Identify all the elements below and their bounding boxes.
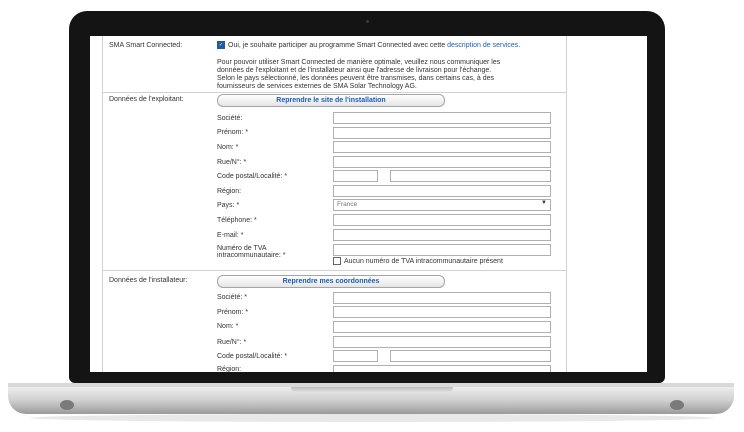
operator-region-label: Région: — [217, 188, 242, 195]
link-suffix: . — [518, 41, 521, 49]
chevron-down-icon: ▼ — [541, 200, 547, 206]
installer-postal-code-input[interactable] — [333, 350, 378, 362]
operator-vat-label-line1: Numéro de TVA — [217, 245, 267, 252]
note-line: Selon le pays sélectionné, les données peuvent être transmises, dans certains cas, à des — [217, 75, 495, 82]
installer-last-name-label: Nom: * — [217, 323, 239, 330]
country-value: France — [337, 201, 358, 208]
operator-vat-label-line2: intracommunautaire: * — [217, 252, 286, 259]
operator-last-name-input[interactable] — [333, 141, 551, 153]
operator-company-label: Société: — [217, 115, 243, 122]
operator-phone-input[interactable] — [333, 214, 551, 226]
installer-street-input[interactable] — [333, 336, 551, 348]
operator-phone-label: Téléphone: * — [217, 217, 257, 224]
no-vat-option — [333, 257, 503, 265]
operator-street-label: Rue/N°: * — [217, 159, 247, 166]
camera-icon — [366, 20, 369, 23]
installer-postal-label: Code postal/Localité: * — [217, 353, 288, 360]
operator-section-label: Données de l'exploitant: — [109, 96, 184, 103]
smart-connected-label: SMA Smart Connected: — [109, 42, 183, 49]
installer-first-name-input[interactable] — [333, 306, 551, 318]
operator-vat-input[interactable] — [333, 244, 551, 256]
operator-city-input[interactable] — [390, 170, 551, 182]
no-vat-checkbox[interactable] — [333, 257, 341, 265]
installer-region-input[interactable] — [333, 365, 551, 372]
no-vat-label: Aucun numéro de TVA intracommunautaire présent — [344, 257, 503, 265]
installer-city-input[interactable] — [390, 350, 551, 362]
note-line: fournisseurs de services externes de SMA Solar Technology AG. — [217, 83, 417, 90]
note-line: données de l'exploitant et de l'installateur ainsi que l'adresse de livraison pour l'échange. — [217, 67, 492, 74]
installer-first-name-label: Prénom: * — [217, 309, 249, 316]
installer-section-label: Données de l'installateur: — [109, 277, 188, 284]
operator-email-label: E-mail: * — [217, 232, 244, 239]
smart-connected-checkbox[interactable]: ✓ — [218, 42, 224, 48]
section-divider — [103, 270, 566, 271]
operator-last-name-label: Nom: * — [217, 144, 239, 151]
operator-postal-label: Code postal/Localité: * — [217, 173, 288, 180]
smart-connected-option — [217, 41, 520, 49]
operator-first-name-input[interactable] — [333, 127, 551, 139]
installer-company-label: Société: * — [217, 294, 247, 301]
laptop-shadow — [30, 414, 714, 422]
use-my-details-button[interactable]: Reprendre mes coordonnées — [217, 275, 445, 288]
operator-first-name-label: Prénom: * — [217, 129, 249, 136]
operator-region-input[interactable] — [333, 185, 551, 197]
smart-connected-text: Oui, je souhaite participer au programme Smart Connected avec cette — [228, 41, 446, 49]
operator-street-input[interactable] — [333, 156, 551, 168]
registration-form — [102, 36, 567, 372]
laptop-foot — [60, 400, 74, 410]
installer-street-label: Rue/N°: * — [217, 339, 247, 346]
operator-company-input[interactable] — [333, 112, 551, 124]
installer-region-label: Région: — [217, 366, 242, 372]
section-divider — [103, 92, 566, 93]
operator-country-select[interactable] — [333, 199, 551, 211]
smart-connected-note — [217, 59, 547, 91]
note-line: Pour pouvoir utiliser Smart Connected de manière optimale, veuillez nous communiquer les — [217, 59, 501, 66]
operator-country-label: Pays: * — [217, 202, 240, 209]
operator-email-input[interactable] — [333, 229, 551, 241]
laptop-foot — [670, 400, 684, 410]
installer-company-input[interactable] — [333, 292, 551, 304]
laptop-screen — [90, 36, 647, 372]
service-description-link[interactable]: description de services — [447, 41, 519, 49]
operator-postal-code-input[interactable] — [333, 170, 378, 182]
use-installation-site-button[interactable]: Reprendre le site de l'installation — [217, 94, 445, 107]
installer-last-name-input[interactable] — [333, 321, 551, 333]
laptop-notch — [291, 387, 453, 393]
